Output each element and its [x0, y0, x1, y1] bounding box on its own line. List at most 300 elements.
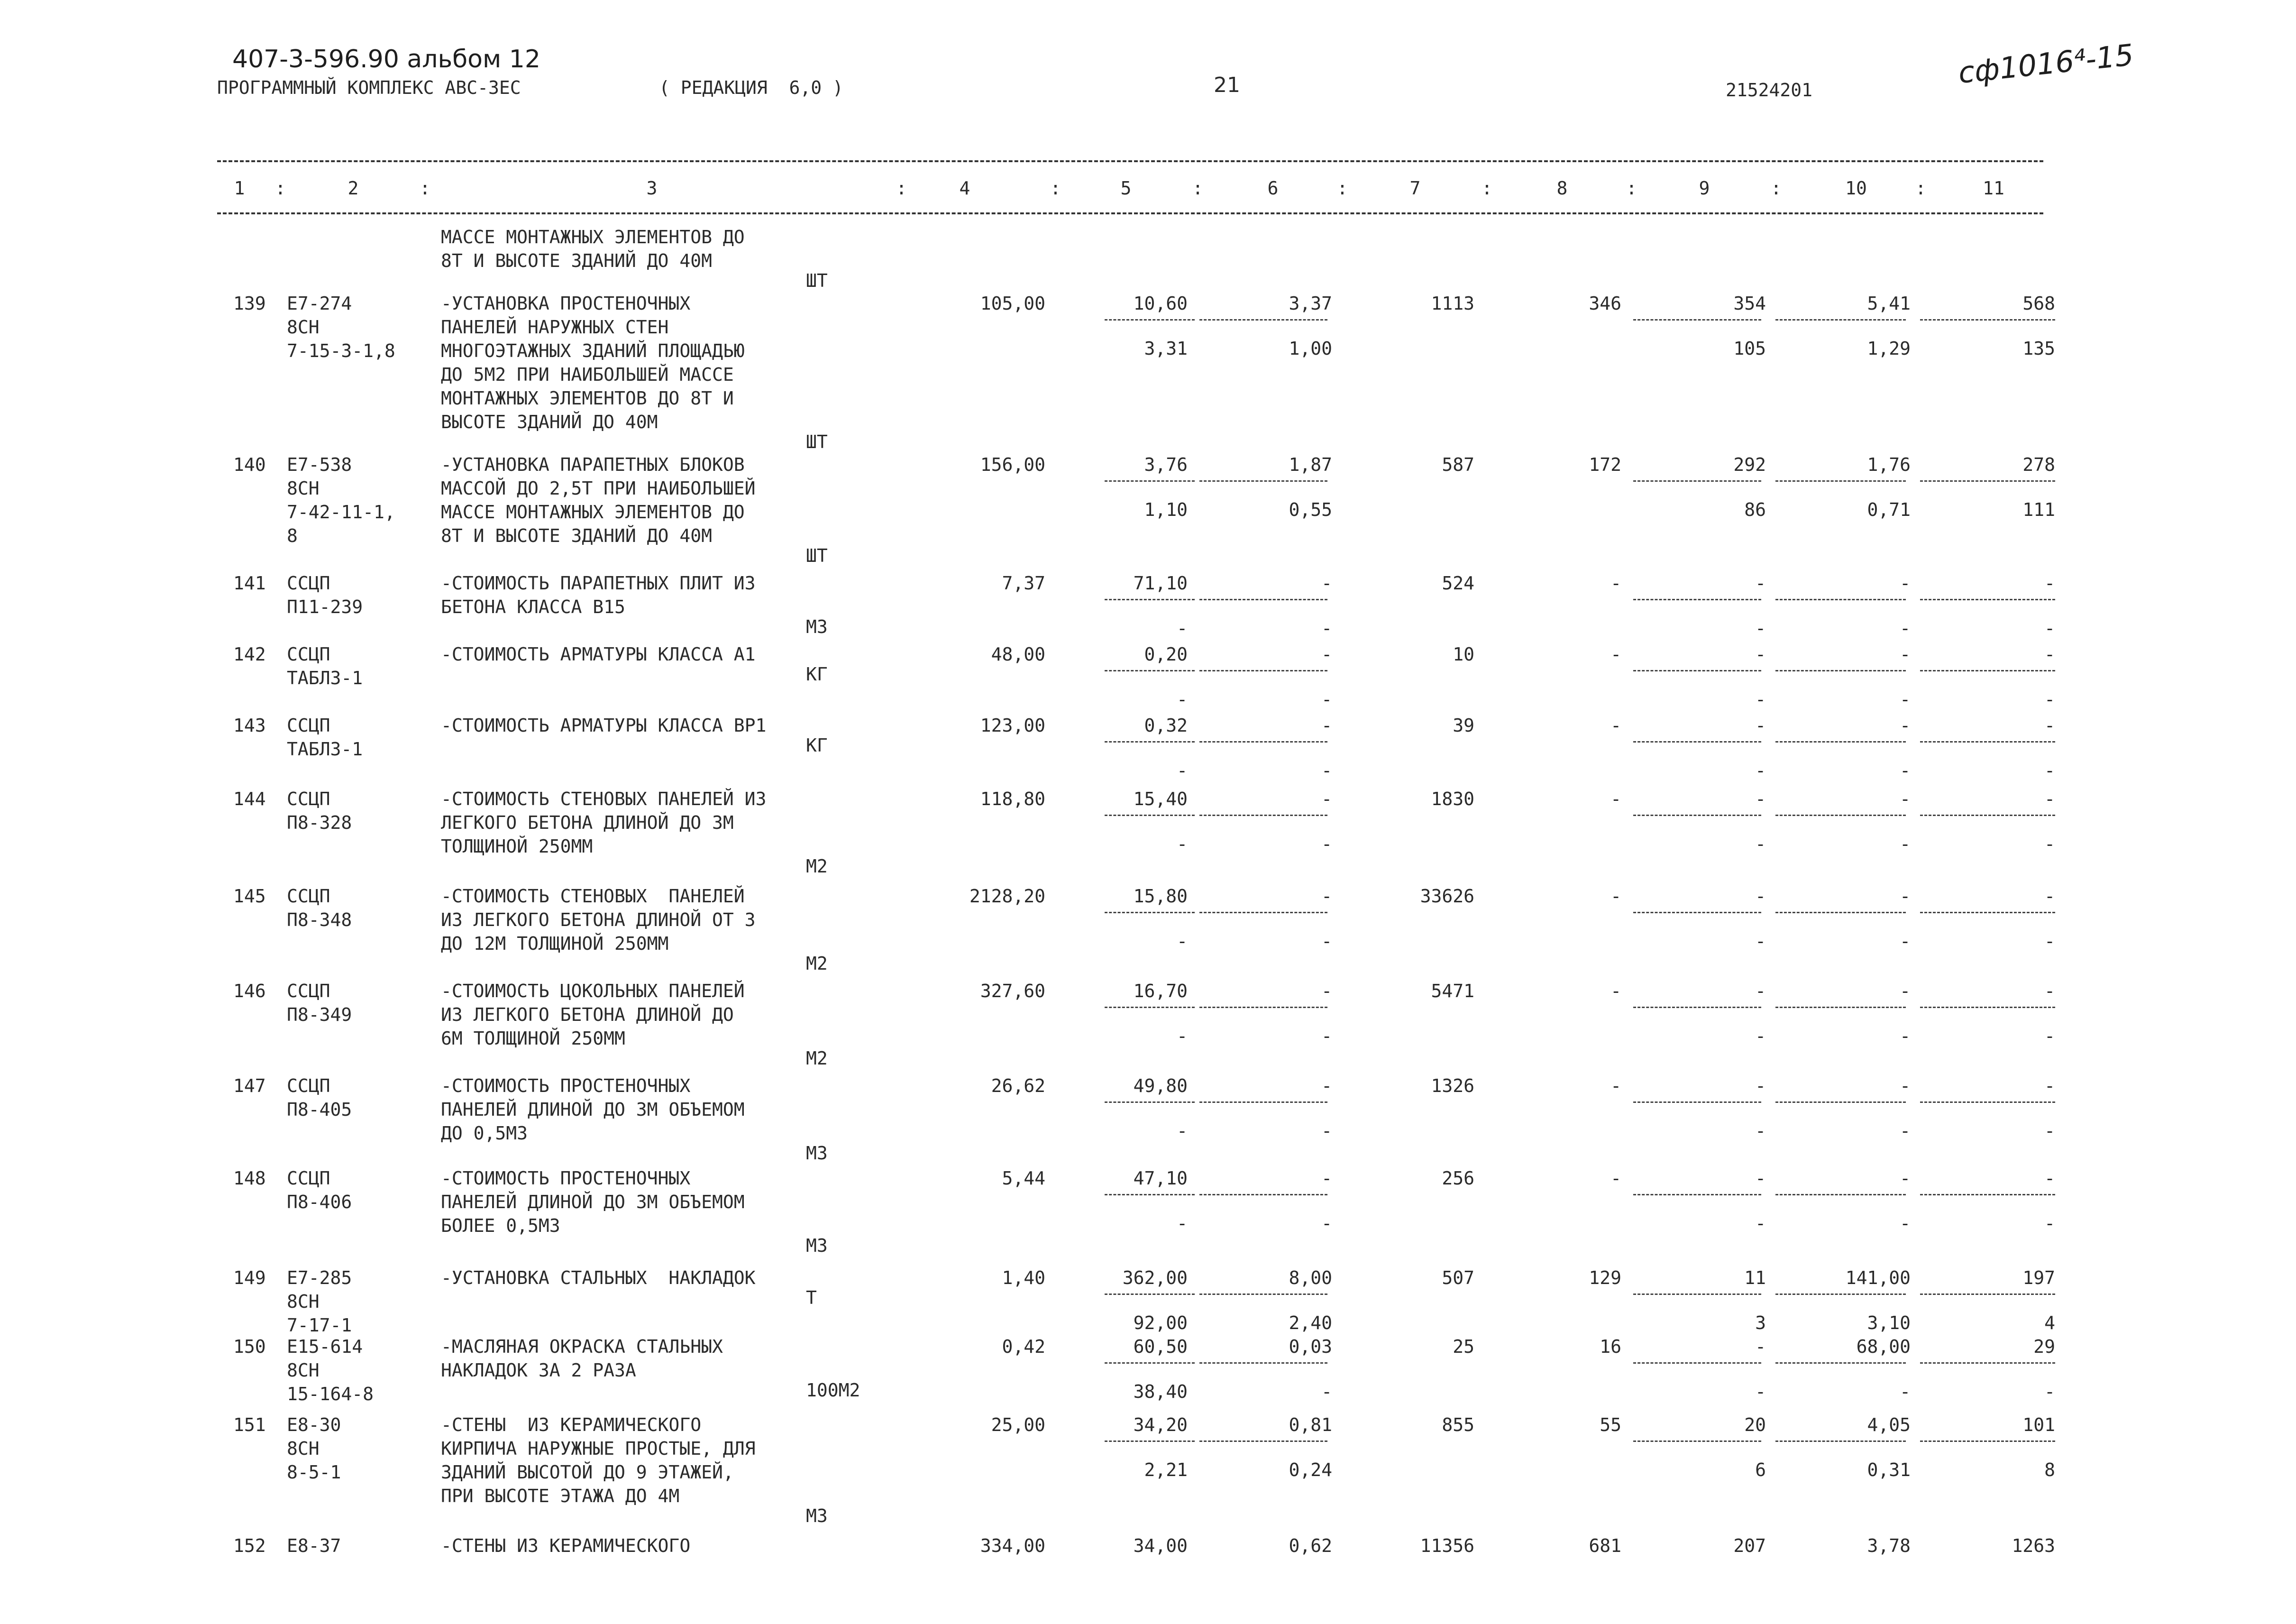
total-cost-value: 11356 — [1420, 1535, 1474, 1556]
cell-underline — [1633, 1440, 1761, 1442]
norm-code: П8-328 — [287, 812, 352, 833]
cell-underline — [1199, 1294, 1327, 1295]
work-description: БОЛЕЕ 0,5М3 — [441, 1215, 560, 1236]
handwritten-reference: 407-3-596.90 альбом 12 — [232, 45, 540, 73]
cost-col11-value: 197 — [2022, 1267, 2055, 1288]
cost-col6-value: 1,87 — [1289, 454, 1332, 475]
norm-code: Е7-538 — [287, 454, 352, 475]
total-cost-value: 10 — [1453, 644, 1474, 665]
cell-underline — [1633, 670, 1761, 671]
cost-col11-value: 278 — [2022, 454, 2055, 475]
cell-underline — [1920, 1440, 2055, 1442]
cell-underline — [1105, 1007, 1195, 1008]
norm-code: 8СН — [287, 1438, 320, 1459]
cell-underline — [1775, 1007, 1906, 1008]
cell-underline — [1775, 1101, 1906, 1103]
cell-underline — [1920, 1007, 2055, 1008]
cell-underline — [1920, 741, 2055, 743]
cell-underline — [1633, 480, 1761, 482]
cost-col9-sub-value: 6 — [1755, 1459, 1766, 1480]
cost-col6-value: - — [1321, 644, 1332, 665]
work-description: -МАСЛЯНАЯ ОКРАСКА СТАЛЬНЫХ — [441, 1336, 723, 1357]
cost-col6-sub-value: 1,00 — [1289, 338, 1332, 359]
unit-cost-value: 60,50 — [1133, 1336, 1188, 1357]
work-description: ПАНЕЛЕЙ ДЛИНОЙ ДО 3М ОБЪЕМОМ — [441, 1099, 745, 1120]
norm-code: ССЦП — [287, 886, 330, 907]
cost-col11-sub-value: 4 — [2044, 1312, 2055, 1333]
cost-col10-value: - — [1900, 1075, 1911, 1096]
cost-col10-value: 4,05 — [1867, 1414, 1911, 1435]
work-description: ПРИ ВЫСОТЕ ЭТАЖА ДО 4М — [441, 1486, 680, 1506]
cost-col10-value: 141,00 — [1845, 1267, 1911, 1288]
cell-underline — [1633, 912, 1761, 913]
cost-col11-sub-value: - — [2044, 1381, 2055, 1402]
work-description: ДО 0,5М3 — [441, 1123, 528, 1144]
cost-col11-sub-value: 135 — [2022, 338, 2055, 359]
cost-col8-value: - — [1610, 644, 1621, 665]
norm-code: 8 — [287, 525, 298, 546]
cost-col10-value: - — [1900, 981, 1911, 1001]
total-cost-value: 25 — [1453, 1336, 1474, 1357]
work-description: ПАНЕЛЕЙ ДЛИНОЙ ДО 3М ОБЪЕМОМ — [441, 1192, 745, 1212]
cost-col10-sub-value: - — [1900, 1213, 1911, 1234]
cost-col6-value: - — [1321, 715, 1332, 736]
work-description: МАССЕ МОНТАЖНЫХ ЭЛЕМЕНТОВ ДО — [441, 227, 745, 248]
work-description: КИРПИЧА НАРУЖНЫЕ ПРОСТЫЕ, ДЛЯ — [441, 1438, 756, 1459]
cost-col8-value: 55 — [1600, 1414, 1621, 1435]
unit-cost-sub-value: - — [1177, 1120, 1188, 1141]
work-description: ПАНЕЛЕЙ НАРУЖНЫХ СТЕН — [441, 317, 669, 338]
cost-col11-sub-value: - — [2044, 760, 2055, 781]
cost-col9-sub-value: - — [1755, 1120, 1766, 1141]
unit-label: М2 — [806, 953, 828, 974]
norm-code: Е7-274 — [287, 293, 352, 314]
total-cost-value: 507 — [1442, 1267, 1474, 1288]
work-description: ВЫСОТЕ ЗДАНИЙ ДО 40М — [441, 412, 658, 432]
norm-code: ССЦП — [287, 715, 330, 736]
document-code: 21524201 — [1726, 80, 1813, 101]
work-description: -УСТАНОВКА СТАЛЬНЫХ НАКЛАДОК — [441, 1267, 756, 1288]
total-cost-value: 1830 — [1431, 789, 1474, 809]
work-description: -УСТАНОВКА ПАРАПЕТНЫХ БЛОКОВ — [441, 454, 745, 475]
norm-code: 15-164-8 — [287, 1384, 374, 1404]
cell-underline — [1199, 670, 1327, 671]
cell-underline — [1920, 670, 2055, 671]
cost-col9-sub-value: - — [1755, 618, 1766, 639]
unit-label: КГ — [806, 664, 828, 685]
cost-col11-value: - — [2044, 981, 2055, 1001]
cost-col8-value: 129 — [1589, 1267, 1621, 1288]
cell-underline — [1105, 1294, 1195, 1295]
cost-col6-value: - — [1321, 573, 1332, 594]
norm-code: ТАБЛ3-1 — [287, 739, 363, 760]
work-description: ДО 12М ТОЛЩИНОЙ 250ММ — [441, 933, 669, 954]
cost-col9-value: 20 — [1744, 1414, 1766, 1435]
cost-col10-value: - — [1900, 1168, 1911, 1189]
cost-col6-value: - — [1321, 1075, 1332, 1096]
work-description: -СТОИМОСТЬ ПРОСТЕНОЧНЫХ — [441, 1075, 691, 1096]
quantity-value: 25,00 — [991, 1414, 1045, 1435]
work-description: 6М ТОЛЩИНОЙ 250ММ — [441, 1028, 625, 1049]
work-description: МНОГОЭТАЖНЫХ ЗДАНИЙ ПЛОЩАДЬЮ — [441, 340, 745, 361]
cost-col10-value: - — [1900, 644, 1911, 665]
cost-col6-sub-value: - — [1321, 1026, 1332, 1046]
cost-col10-sub-value: - — [1900, 689, 1911, 710]
total-cost-value: 256 — [1442, 1168, 1474, 1189]
quantity-value: 105,00 — [980, 293, 1045, 314]
total-cost-value: 5471 — [1431, 981, 1474, 1001]
cost-col9-sub-value: - — [1755, 1381, 1766, 1402]
norm-code: Е7-285 — [287, 1267, 352, 1288]
cost-col6-value: 0,62 — [1289, 1535, 1332, 1556]
cell-underline — [1105, 815, 1195, 816]
cell-underline — [1920, 599, 2055, 600]
cost-col11-sub-value: - — [2044, 931, 2055, 952]
work-description: 8Т И ВЫСОТЕ ЗДАНИЙ ДО 40М — [441, 525, 712, 546]
unit-cost-sub-value: - — [1177, 618, 1188, 639]
work-description: НАКЛАДОК ЗА 2 РАЗА — [441, 1360, 636, 1381]
row-number: 147 — [233, 1075, 266, 1096]
norm-code: П8-405 — [287, 1099, 352, 1120]
header-separator: : — [896, 178, 907, 199]
cost-col6-value: 0,03 — [1289, 1336, 1332, 1357]
cost-col11-sub-value: - — [2044, 1026, 2055, 1046]
quantity-value: 334,00 — [980, 1535, 1045, 1556]
norm-code: 7-42-11-1, — [287, 502, 395, 523]
cell-underline — [1920, 480, 2055, 482]
quantity-value: 0,42 — [1002, 1336, 1045, 1357]
work-description: ИЗ ЛЕГКОГО БЕТОНА ДЛИНОЙ ОТ 3 — [441, 909, 756, 930]
cost-col11-sub-value: - — [2044, 689, 2055, 710]
cost-col9-value: 354 — [1733, 293, 1766, 314]
cost-col10-sub-value: - — [1900, 931, 1911, 952]
quantity-value: 118,80 — [980, 789, 1045, 809]
norm-code: П11-239 — [287, 596, 363, 617]
cost-col9-value: - — [1755, 715, 1766, 736]
cost-col10-sub-value: - — [1900, 1120, 1911, 1141]
norm-code: П8-349 — [287, 1004, 352, 1025]
cost-col11-sub-value: - — [2044, 618, 2055, 639]
cell-underline — [1920, 1194, 2055, 1195]
cost-col9-value: - — [1755, 1168, 1766, 1189]
work-description: -УСТАНОВКА ПРОСТЕНОЧНЫХ — [441, 293, 691, 314]
cell-underline — [1775, 815, 1906, 816]
cell-underline — [1633, 319, 1761, 321]
norm-code: 8-5-1 — [287, 1462, 341, 1483]
unit-cost-value: 16,70 — [1133, 981, 1188, 1001]
cost-col10-sub-value: 1,29 — [1867, 338, 1911, 359]
cell-underline — [1105, 741, 1195, 743]
unit-label: 100М2 — [806, 1380, 860, 1401]
work-description: БЕТОНА КЛАССА В15 — [441, 596, 625, 617]
cell-underline — [1105, 1440, 1195, 1442]
column-header-3: 3 — [646, 178, 658, 199]
header-separator: : — [1626, 178, 1637, 199]
cell-underline — [1633, 815, 1761, 816]
cost-col9-sub-value: - — [1755, 931, 1766, 952]
unit-label: М2 — [806, 856, 828, 877]
norm-code: 8СН — [287, 317, 320, 338]
cost-col9-sub-value: - — [1755, 1213, 1766, 1234]
cell-underline — [1633, 1101, 1761, 1103]
cost-col10-sub-value: 0,31 — [1867, 1459, 1911, 1480]
row-number: 145 — [233, 886, 266, 907]
cost-col8-value: - — [1610, 789, 1621, 809]
cost-col9-value: 292 — [1733, 454, 1766, 475]
unit-label: ШТ — [806, 431, 828, 452]
column-header-4: 4 — [959, 178, 970, 199]
cost-col9-value: - — [1755, 573, 1766, 594]
cost-col9-value: - — [1755, 644, 1766, 665]
norm-code: ССЦП — [287, 1168, 330, 1189]
cell-underline — [1105, 912, 1195, 913]
work-description: ИЗ ЛЕГКОГО БЕТОНА ДЛИНОЙ ДО — [441, 1004, 734, 1025]
cost-col11-value: 29 — [2033, 1336, 2055, 1357]
column-header-6: 6 — [1267, 178, 1279, 199]
work-description: ТОЛЩИНОЙ 250ММ — [441, 836, 593, 857]
cost-col6-value: - — [1321, 981, 1332, 1001]
cost-col8-value: - — [1610, 1075, 1621, 1096]
cost-col6-value: 0,81 — [1289, 1414, 1332, 1435]
work-description: ДО 5М2 ПРИ НАИБОЛЬШЕЙ МАССЕ — [441, 364, 734, 385]
unit-label: М3 — [806, 1505, 828, 1526]
quantity-value: 26,62 — [991, 1075, 1045, 1096]
work-description: -СТОИМОСТЬ ПРОСТЕНОЧНЫХ — [441, 1168, 691, 1189]
cost-col10-sub-value: - — [1900, 760, 1911, 781]
cost-col11-sub-value: - — [2044, 1213, 2055, 1234]
cell-underline — [1199, 480, 1327, 482]
row-number: 150 — [233, 1336, 266, 1357]
column-header-8: 8 — [1556, 178, 1568, 199]
unit-label: М3 — [806, 616, 828, 637]
cost-col10-value: 68,00 — [1856, 1336, 1911, 1357]
cell-underline — [1199, 1440, 1327, 1442]
cell-underline — [1199, 1194, 1327, 1195]
cell-underline — [1199, 1101, 1327, 1103]
cell-underline — [1775, 1294, 1906, 1295]
total-cost-value: 1113 — [1431, 293, 1474, 314]
cost-col10-sub-value: - — [1900, 618, 1911, 639]
cell-underline — [1633, 1007, 1761, 1008]
column-header-2: 2 — [348, 178, 359, 199]
header-separator: : — [1915, 178, 1926, 199]
cost-col8-value: 681 — [1589, 1535, 1621, 1556]
cost-col9-value: - — [1755, 886, 1766, 907]
cost-col6-sub-value: - — [1321, 1120, 1332, 1141]
work-description: МАССОЙ ДО 2,5Т ПРИ НАИБОЛЬШЕЙ — [441, 478, 756, 499]
cell-underline — [1633, 599, 1761, 600]
quantity-value: 5,44 — [1002, 1168, 1045, 1189]
page-number: 21 — [1214, 73, 1240, 97]
norm-code: ССЦП — [287, 789, 330, 809]
unit-cost-value: 47,10 — [1133, 1168, 1188, 1189]
unit-cost-value: 49,80 — [1133, 1075, 1188, 1096]
header-separator: : — [1050, 178, 1061, 199]
unit-cost-value: 15,80 — [1133, 886, 1188, 907]
program-title: ПРОГРАММНЫЙ КОМПЛЕКС АВС-3ЕС — [217, 77, 521, 98]
cost-col10-value: 1,76 — [1867, 454, 1911, 475]
cell-underline — [1633, 1194, 1761, 1195]
cost-col9-value: - — [1755, 789, 1766, 809]
cell-underline — [1775, 480, 1906, 482]
norm-code: ТАБЛ3-1 — [287, 668, 363, 688]
work-description: -СТЕНЫ ИЗ КЕРАМИЧЕСКОГО — [441, 1535, 691, 1556]
unit-cost-sub-value: 3,31 — [1144, 338, 1188, 359]
column-header-9: 9 — [1699, 178, 1710, 199]
norm-code: 7-17-1 — [287, 1315, 352, 1336]
cost-col9-sub-value: 3 — [1755, 1312, 1766, 1333]
cost-col10-sub-value: 3,10 — [1867, 1312, 1911, 1333]
cost-col11-value: - — [2044, 573, 2055, 594]
norm-code: Е8-30 — [287, 1414, 341, 1435]
total-cost-value: 1326 — [1431, 1075, 1474, 1096]
cost-col6-value: - — [1321, 1168, 1332, 1189]
cell-underline — [1199, 1362, 1327, 1364]
unit-cost-sub-value: 1,10 — [1144, 499, 1188, 520]
cost-col9-value: - — [1755, 1075, 1766, 1096]
cost-col11-sub-value: 111 — [2022, 499, 2055, 520]
cost-col9-value: - — [1755, 1336, 1766, 1357]
unit-cost-sub-value: 92,00 — [1133, 1312, 1188, 1333]
cost-col10-sub-value: 0,71 — [1867, 499, 1911, 520]
row-number: 140 — [233, 454, 266, 475]
work-description: -СТОИМОСТЬ ПАРАПЕТНЫХ ПЛИТ ИЗ — [441, 573, 756, 594]
header-separator: : — [420, 178, 430, 199]
row-number: 141 — [233, 573, 266, 594]
work-description: МАССЕ МОНТАЖНЫХ ЭЛЕМЕНТОВ ДО — [441, 502, 745, 523]
unit-cost-value: 10,60 — [1133, 293, 1188, 314]
unit-label: ШТ — [806, 545, 828, 566]
cost-col9-sub-value: 105 — [1733, 338, 1766, 359]
cost-col10-value: - — [1900, 886, 1911, 907]
header-separator: : — [1192, 178, 1203, 199]
unit-label: М3 — [806, 1235, 828, 1256]
quantity-value: 48,00 — [991, 644, 1045, 665]
cost-col9-value: 11 — [1744, 1267, 1766, 1288]
cost-col8-value: - — [1610, 981, 1621, 1001]
row-number: 143 — [233, 715, 266, 736]
cell-underline — [1775, 1194, 1906, 1195]
cost-col10-value: - — [1900, 715, 1911, 736]
unit-cost-sub-value: - — [1177, 1026, 1188, 1046]
cost-col6-sub-value: 2,40 — [1289, 1312, 1332, 1333]
cost-col10-value: - — [1900, 789, 1911, 809]
unit-cost-sub-value: 38,40 — [1133, 1381, 1188, 1402]
unit-cost-value: 15,40 — [1133, 789, 1188, 809]
cost-col10-sub-value: - — [1900, 834, 1911, 854]
total-cost-value: 855 — [1442, 1414, 1474, 1435]
cell-underline — [1199, 1007, 1327, 1008]
cell-underline — [1105, 670, 1195, 671]
work-description: -СТОИМОСТЬ СТЕНОВЫХ ПАНЕЛЕЙ — [441, 886, 745, 907]
total-cost-value: 524 — [1442, 573, 1474, 594]
cost-col11-value: - — [2044, 644, 2055, 665]
cost-col11-value: 101 — [2022, 1414, 2055, 1435]
cost-col10-value: 5,41 — [1867, 293, 1911, 314]
row-number: 149 — [233, 1267, 266, 1288]
column-header-1: 1 — [234, 178, 245, 199]
cell-underline — [1633, 741, 1761, 743]
cell-underline — [1920, 319, 2055, 321]
row-number: 144 — [233, 789, 266, 809]
work-description: -СТОИМОСТЬ ЦОКОЛЬНЫХ ПАНЕЛЕЙ — [441, 981, 745, 1001]
cell-underline — [1199, 319, 1327, 321]
cost-col8-value: - — [1610, 715, 1621, 736]
cost-col6-sub-value: 0,55 — [1289, 499, 1332, 520]
unit-cost-value: 362,00 — [1122, 1267, 1188, 1288]
cell-underline — [1199, 741, 1327, 743]
cost-col10-value: - — [1900, 573, 1911, 594]
quantity-value: 123,00 — [980, 715, 1045, 736]
header-separators: : — [275, 178, 286, 199]
handwritten-mark: сф1016⁴-15 — [1957, 37, 2135, 91]
norm-code: Е15-614 — [287, 1336, 363, 1357]
column-header-5: 5 — [1120, 178, 1132, 199]
cell-underline — [1199, 815, 1327, 816]
cost-col6-sub-value: - — [1321, 618, 1332, 639]
norm-code: ССЦП — [287, 644, 330, 665]
work-description: -СТЕНЫ ИЗ КЕРАМИЧЕСКОГО — [441, 1414, 702, 1435]
quantity-value: 2128,20 — [969, 886, 1045, 907]
norm-code: ССЦП — [287, 1075, 330, 1096]
cost-col9-sub-value: - — [1755, 760, 1766, 781]
work-description: ЗДАНИЙ ВЫСОТОЙ ДО 9 ЭТАЖЕЙ, — [441, 1462, 734, 1483]
cost-col6-sub-value: - — [1321, 834, 1332, 854]
cell-underline — [1105, 1194, 1195, 1195]
cost-col6-value: - — [1321, 789, 1332, 809]
row-number: 151 — [233, 1414, 266, 1435]
cost-col8-value: - — [1610, 573, 1621, 594]
cell-underline — [1775, 1362, 1906, 1364]
cost-col8-value: - — [1610, 886, 1621, 907]
cost-col11-sub-value: - — [2044, 1120, 2055, 1141]
column-header-11: 11 — [1983, 178, 2004, 199]
cost-col6-sub-value: - — [1321, 931, 1332, 952]
row-number: 148 — [233, 1168, 266, 1189]
work-description: -СТОИМОСТЬ СТЕНОВЫХ ПАНЕЛЕЙ ИЗ — [441, 789, 767, 809]
cell-underline — [1105, 319, 1195, 321]
norm-code: ССЦП — [287, 573, 330, 594]
cost-col10-sub-value: - — [1900, 1381, 1911, 1402]
cost-col11-value: - — [2044, 715, 2055, 736]
unit-label: Т — [806, 1287, 817, 1308]
cost-col6-sub-value: - — [1321, 760, 1332, 781]
unit-cost-sub-value: - — [1177, 760, 1188, 781]
row-number: 152 — [233, 1535, 266, 1556]
cost-col11-value: - — [2044, 1075, 2055, 1096]
cost-col6-sub-value: 0,24 — [1289, 1459, 1332, 1480]
column-header-10: 10 — [1845, 178, 1867, 199]
quantity-value: 156,00 — [980, 454, 1045, 475]
cell-underline — [1105, 480, 1195, 482]
cell-underline — [1920, 912, 2055, 913]
cost-col8-value: 346 — [1589, 293, 1621, 314]
cost-col9-sub-value: 86 — [1744, 499, 1766, 520]
quantity-value: 1,40 — [1002, 1267, 1045, 1288]
unit-label: М3 — [806, 1143, 828, 1164]
norm-code: 7-15-3-1,8 — [287, 340, 395, 361]
cell-underline — [1633, 1362, 1761, 1364]
cell-underline — [1775, 670, 1906, 671]
unit-cost-sub-value: - — [1177, 931, 1188, 952]
row-number: 142 — [233, 644, 266, 665]
cost-col11-value: - — [2044, 886, 2055, 907]
quantity-value: 327,60 — [980, 981, 1045, 1001]
row-number: 146 — [233, 981, 266, 1001]
cost-col11-sub-value: 8 — [2044, 1459, 2055, 1480]
header-separator: : — [1337, 178, 1348, 199]
cell-underline — [1920, 815, 2055, 816]
